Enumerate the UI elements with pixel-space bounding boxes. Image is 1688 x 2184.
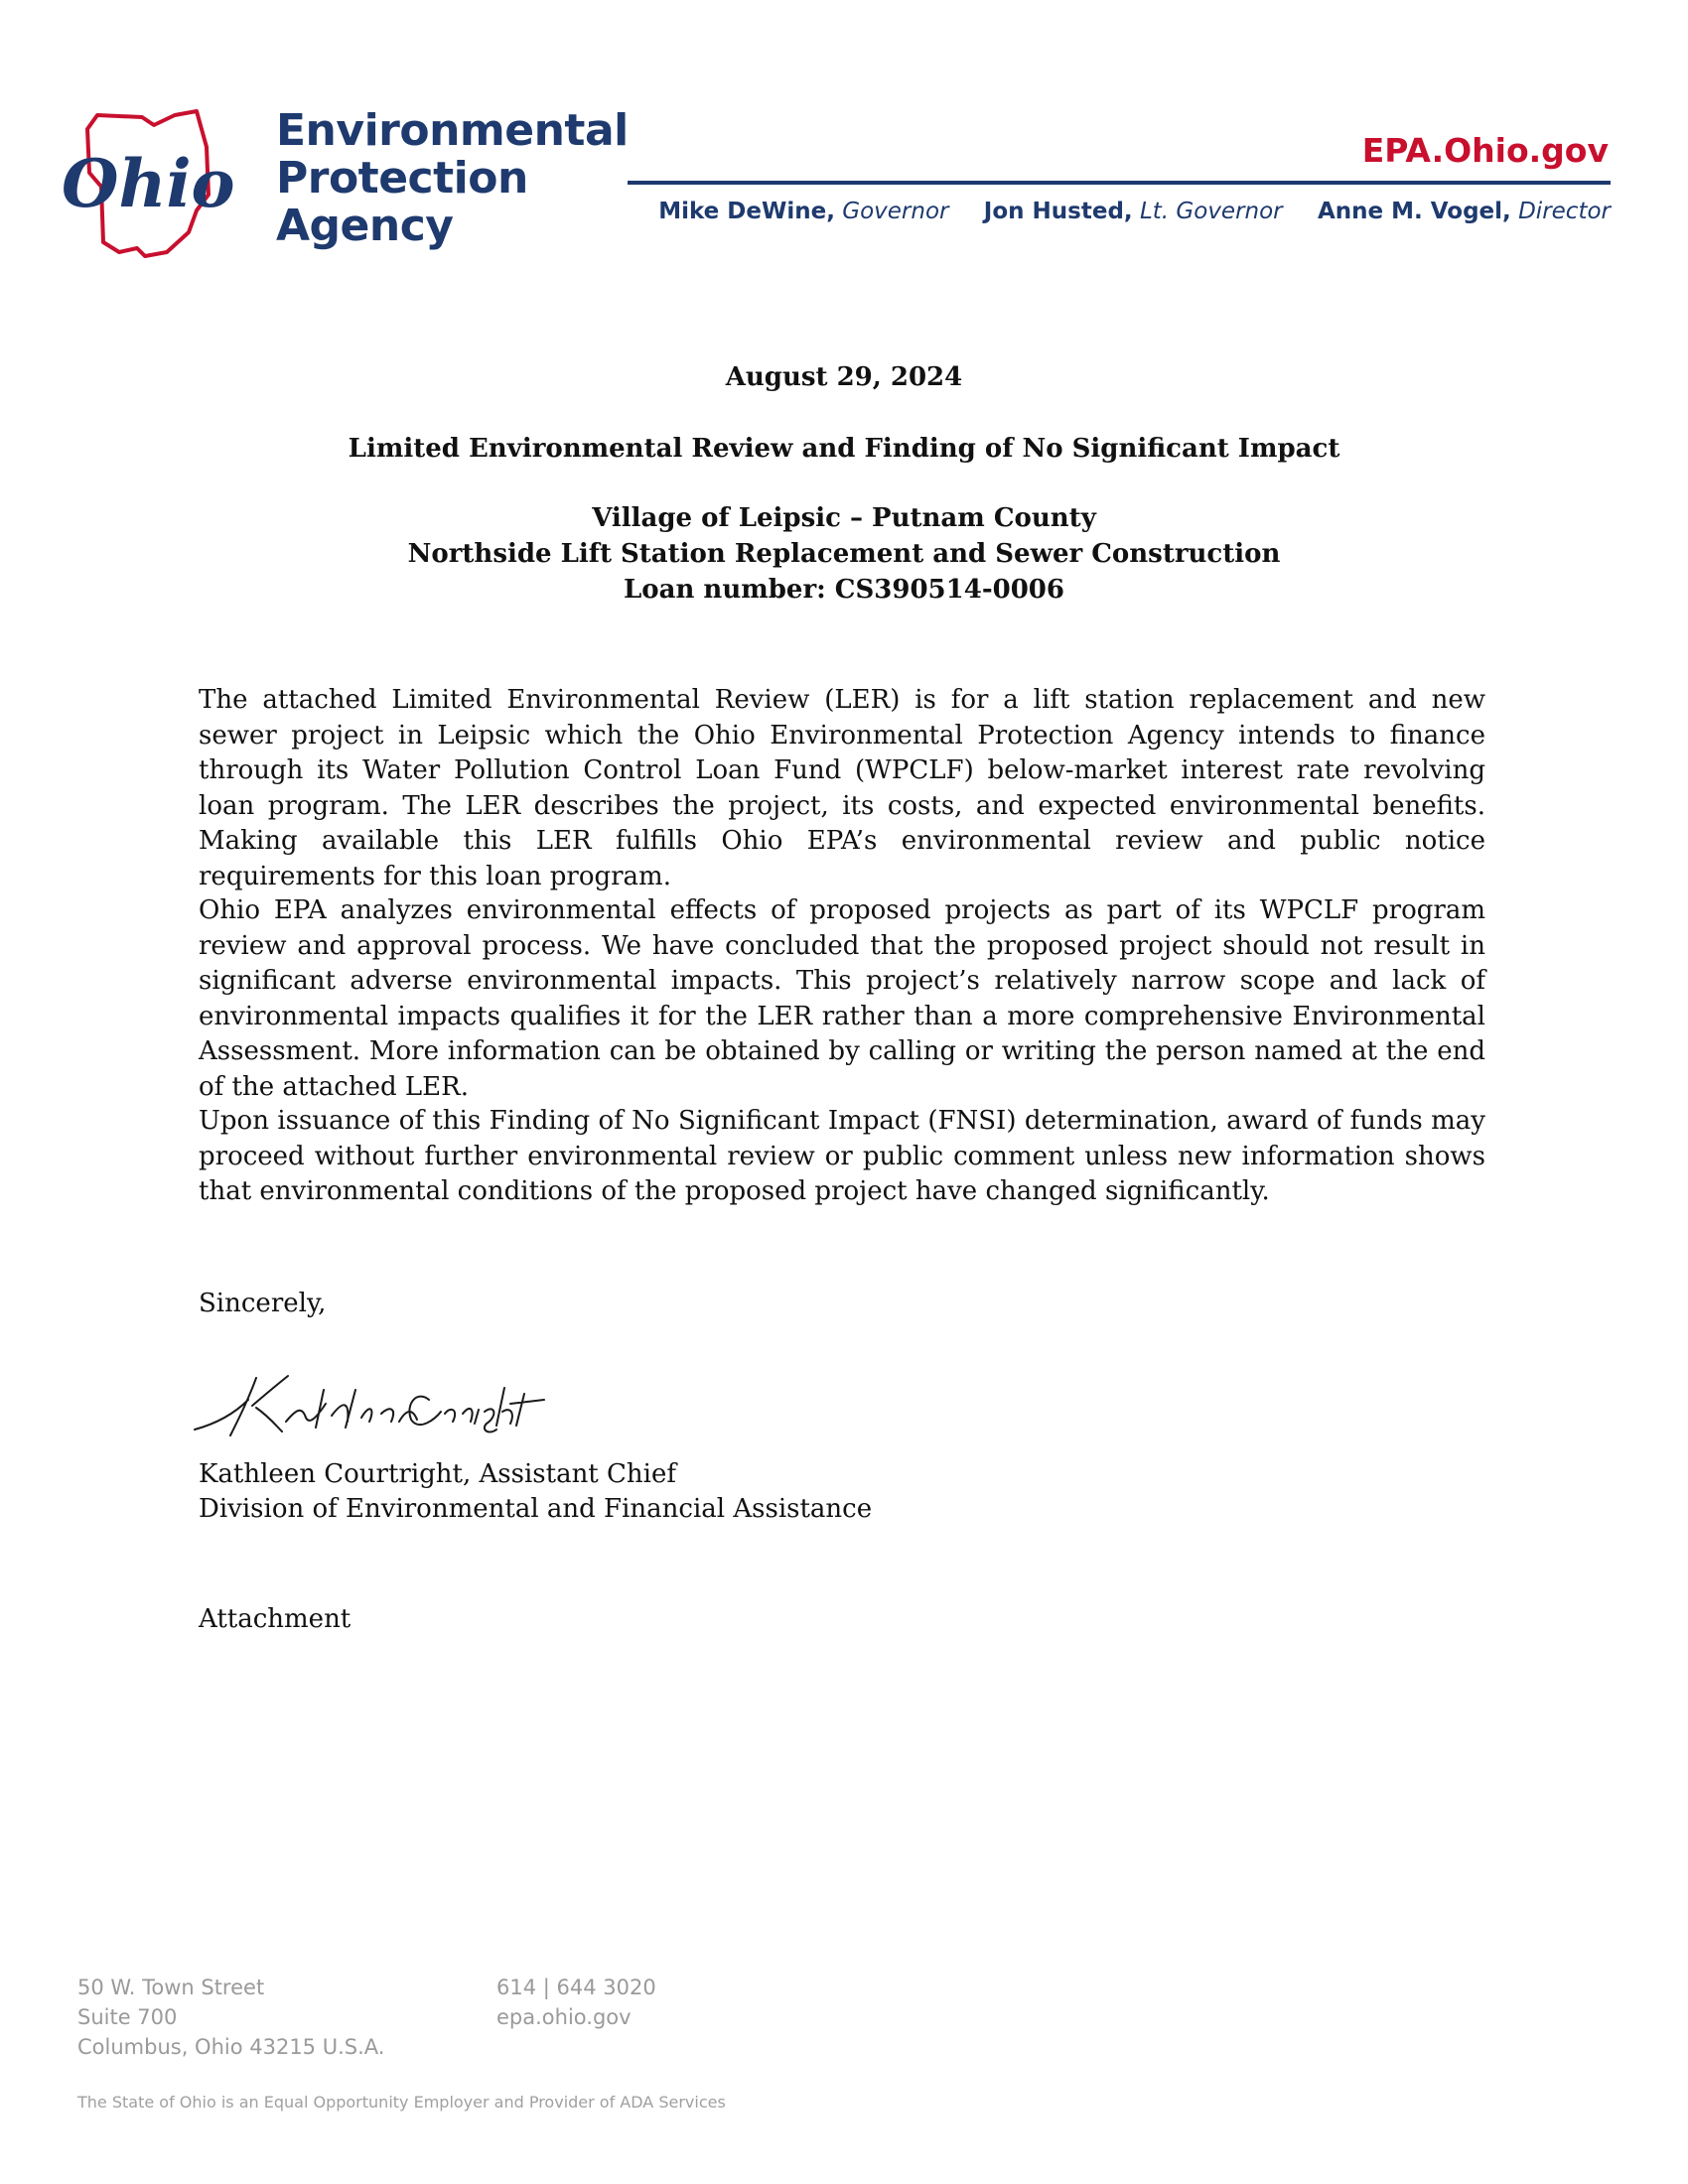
address-line-1: 50 W. Town Street [77, 1976, 265, 1999]
body-paragraph-3: Upon issuance of this Finding of No Significant Impact (FNSI) determination, award of funds may proceed without further environmental review or public comment unless new information shows that environmental conditions of the proposed project have changed significantly. [199, 1106, 1485, 1206]
agency-line-3: Agency [276, 201, 454, 251]
footer-phone: 614 | 644 3020 [496, 1976, 656, 1999]
address-line-2: Suite 700 [77, 2005, 178, 2029]
attachment-label: Attachment [199, 1604, 352, 1634]
project-line-3: Loan number: CS390514-0006 [624, 575, 1064, 605]
official-director: Anne M. Vogel, Director [1317, 199, 1611, 224]
body-paragraph-2: Ohio EPA analyzes environmental effects of proposed projects as part of its WPCLF program review and approval process. We have concluded that the proposed project should not result in significant adverse environmental impacts. This project’s relatively narrow scope and lack of environmental impacts qualifies it for the LER rather than a more comprehensive Environmental Assessment. More information can be obtained by calling or writing the person named at the end of the attached LER. [199, 895, 1485, 1102]
website-link[interactable]: EPA.Ohio.gov [1361, 131, 1609, 170]
footer-website[interactable]: epa.ohio.gov [496, 2005, 632, 2029]
agency-line-2: Protection [276, 153, 528, 204]
agency-name [276, 107, 629, 250]
address-line-3: Columbus, Ohio 43215 U.S.A. [77, 2035, 385, 2059]
signer-division: Division of Environmental and Financial Assistance [199, 1494, 873, 1524]
project-line-2: Northside Lift Station Replacement and Sewer Construction [407, 539, 1281, 569]
official-lt-governor: Jon Husted, Lt. Governor [983, 199, 1283, 224]
footer-address [77, 1973, 384, 2062]
project-line-1: Village of Leipsic – Putnam County [592, 503, 1096, 533]
officials-list [628, 199, 1611, 224]
signer-name-title: Kathleen Courtright, Assistant Chief [199, 1459, 676, 1489]
body-paragraph-1: The attached Limited Environmental Review (LER) is for a lift station replacement and new sewer project in Leipsic which the Ohio Environmental Protection Agency intends to finance through its Water Pollution Control Loan Fund (WPCLF) below-market interest rate revolving loan program. The LER describes the project, its costs, and expected environmental benefits. Making available this LER fulfills Ohio EPA’s environmental review and public notice requirements for this loan program. [199, 685, 1485, 891]
official-governor: Mike DeWine, Governor [658, 199, 949, 224]
agency-line-1: Environmental [276, 105, 629, 156]
signature-image [187, 1360, 584, 1439]
footer-notice: The State of Ohio is an Equal Opportunity Employer and Provider of ADA Services [77, 2093, 726, 2112]
header-divider [628, 181, 1611, 185]
svg-text:Ohio: Ohio [62, 145, 235, 222]
project-info [199, 500, 1489, 608]
closing: Sincerely, [199, 1289, 327, 1318]
letter-date: August 29, 2024 [725, 362, 963, 392]
ohio-logo-icon [58, 107, 246, 266]
letter-heading: Limited Environmental Review and Finding of No Significant Impact [348, 434, 1340, 464]
footer-contact [496, 1973, 656, 2032]
